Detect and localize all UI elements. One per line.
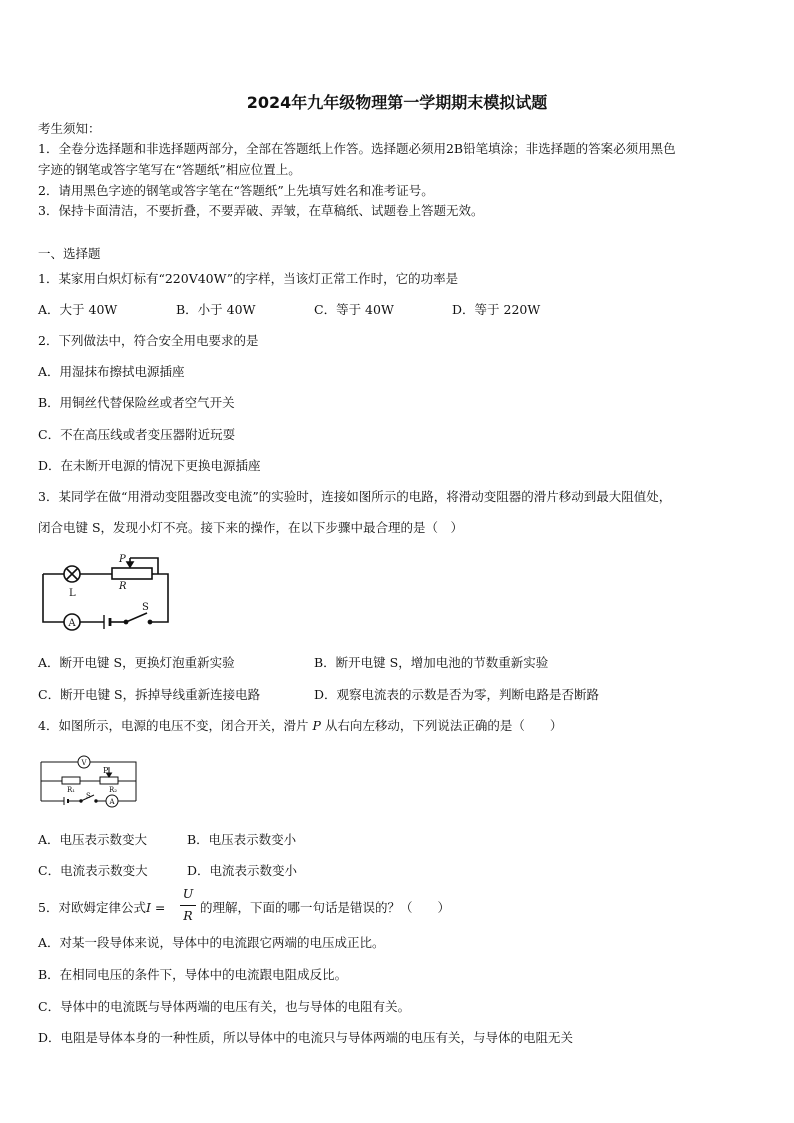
q3-stem-line1: 3．某同学在做“用滑动变阻器改变电流”的实验时，连接如图所示的电路，将滑动变阻器的滑片移动到最大阻值处， [38,489,672,504]
q4-option-b: B．电压表示数变小 [187,832,297,847]
section-heading: 一、选择题 [38,246,101,261]
q5-stem-pre: 5．对欧姆定律公式 [38,900,146,915]
notice-item-3: 3．保持卡面清洁，不要折叠，不要弄破、弄皱，在草稿纸、试题卷上答题无效。 [38,203,484,218]
q4-label-r1: R₁ [67,786,76,794]
voltmeter-icon: V [81,759,87,767]
q3-label-l: L [69,588,76,599]
q4-circuit-diagram [36,750,140,810]
notice-item-1-cont: 字迹的钢笔或答字笔写在“答题纸”相应位置上。 [38,162,301,177]
q4-option-d: D．电流表示数变小 [187,863,298,878]
q2-option-c: C．不在高压线或者变压器附近玩耍 [38,427,236,442]
q3-label-s: S [142,602,149,613]
q5-option-a: A．对某一段导体来说，导体中的电流跟它两端的电压成正比。 [38,935,385,950]
q1-option-b: B．小于 40W [176,302,256,317]
q1-stem: 1．某家用白炽灯标有“220V40W”的字样，当该灯正常工作时，它的功率是 [38,271,459,286]
q2-option-a: A．用湿抹布擦拭电源插座 [38,364,185,379]
q4-label-s: S [86,792,91,800]
q4-option-a: A．电压表示数变大 [38,832,148,847]
q3-label-p: P [119,554,126,565]
q5-option-d: D．电阻是导体本身的一种性质，所以导体中的电流只与导体两端的电压有关，与导体的电阻无关 [38,1030,574,1045]
q3-option-d: D．观察电流表的示数是否为零，判断电路是否断路 [314,687,600,702]
q3-label-r: R [119,581,127,592]
q3-option-c: C．断开电键 S，拆掉导线重新连接电路 [38,687,261,702]
q4-label-p: P [103,766,109,775]
q1-option-a: A．大于 40W [38,302,118,317]
q5-formula-numerator: U [182,886,194,901]
q1-option-d: D．等于 220W [452,302,541,317]
q2-stem: 2．下列做法中，符合安全用电要求的是 [38,333,259,348]
q5-fraction-bar [180,905,196,906]
q5-option-b: B．在相同电压的条件下，导体中的电流跟电阻成反比。 [38,967,348,982]
q1-option-c: C．等于 40W [314,302,394,317]
q5-stem-post: 的理解，下面的哪一句话是错误的？（ ） [200,900,451,915]
ammeter-icon: A [68,618,76,629]
q3-option-b: B．断开电键 S，增加电池的节数重新实验 [314,655,549,670]
notice-item-1: 1．全卷分选择题和非选择题两部分，全部在答题纸上作答。选择题必须用2B铅笔填涂；非选择题的答案必须用黑色 [38,141,676,156]
q4-stem-pre: 4．如图所示，电源的电压不变，闭合开关，滑片 [38,718,313,733]
q2-option-b: B．用铜丝代替保险丝或者空气开关 [38,395,235,410]
q4-stem-post: 从右向左移动，下列说法正确的是（ ） [320,718,563,733]
q5-formula-denominator: R [183,908,193,923]
q5-option-c: C．导体中的电流既与导体两端的电压有关，也与导体的电阻有关。 [38,999,411,1014]
q4-stem-var: P [312,718,321,733]
q2-option-d: D．在未断开电源的情况下更换电源插座 [38,458,261,473]
q3-option-a: A．断开电键 S，更换灯泡重新实验 [38,655,235,670]
ammeter-icon: A [109,798,115,806]
q5-formula-lhs: I = [146,900,166,915]
q4-option-c: C．电流表示数变大 [38,863,148,878]
q4-stem [38,718,562,734]
page-title: 2024年九年级物理第一学期期末模拟试题 [246,93,548,112]
notice-heading: 考生须知： [38,121,101,136]
q4-label-r2: R₂ [109,786,118,794]
q3-circuit-diagram [36,552,176,636]
q3-stem-line2: 闭合电键 S，发现小灯不亮。接下来的操作，在以下步骤中最合理的是（ ） [38,520,464,535]
notice-item-2: 2．请用黑色字迹的钢笔或答字笔在“答题纸”上先填写姓名和准考证号。 [38,183,434,198]
